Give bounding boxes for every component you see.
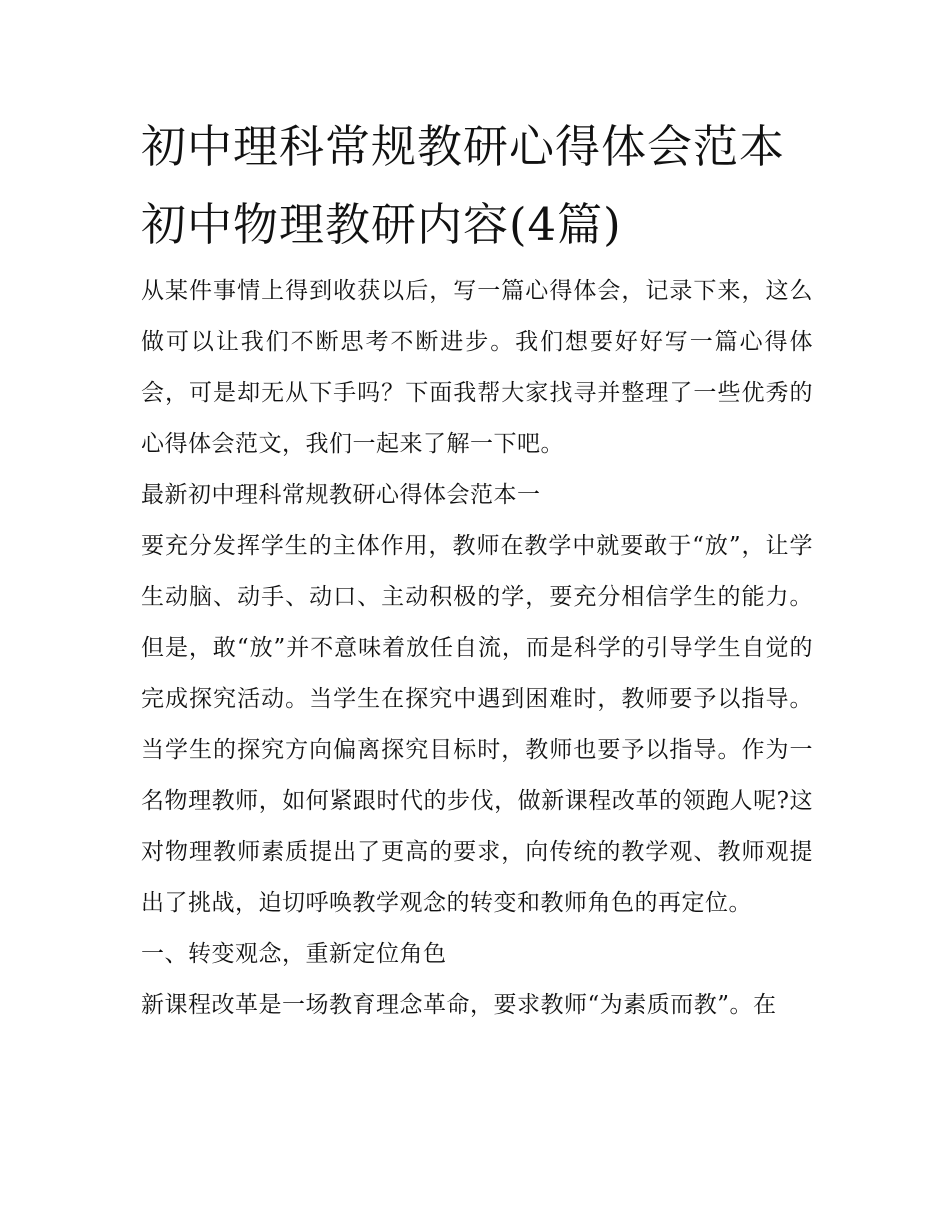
subheading-1: 一、转变观念，重新定位角色 [141, 941, 447, 967]
body-paragraph-1: 要充分发挥学生的主体作用，教师在教学中就要敢于“放”，让学生动脑、动手、动口、主动积极的学，要充分相信学生的能力。但是，敢“放”并不意味着放任自流，而是科学的引导学生自觉的完成探究活动。当学生在探究中遇到困难时，教师要予以指导。当学生的探究方向偏离探究目标时，教师也要予以指导。作为一名物理教师，如何紧跟时代的步伐，做新课程改革的领跑人呢?这对物理教师素质提出了更高的要求，向传统的教学观、教师观提出了挑战，迫切呼唤教学观念的转变和教师角色的再定位。 [141, 533, 813, 916]
document-title: 初中理科常规教研心得体会范本 初中物理教研内容(4篇) [141, 120, 786, 251]
body-paragraph-2: 新课程改革是一场教育理念革命，要求教师“为素质而教”。在 [141, 992, 777, 1018]
section-heading: 最新初中理科常规教研心得体会范本一 [141, 482, 541, 508]
document-page [141, 108, 813, 1031]
intro-paragraph: 从某件事情上得到收获以后，写一篇心得体会，记录下来，这么做可以让我们不断思考不断进步。我们想要好好写一篇心得体会，可是却无从下手吗？下面我帮大家找寻并整理了一些优秀的心得体会范文，我们一起来了解一下吧。 [141, 278, 813, 457]
